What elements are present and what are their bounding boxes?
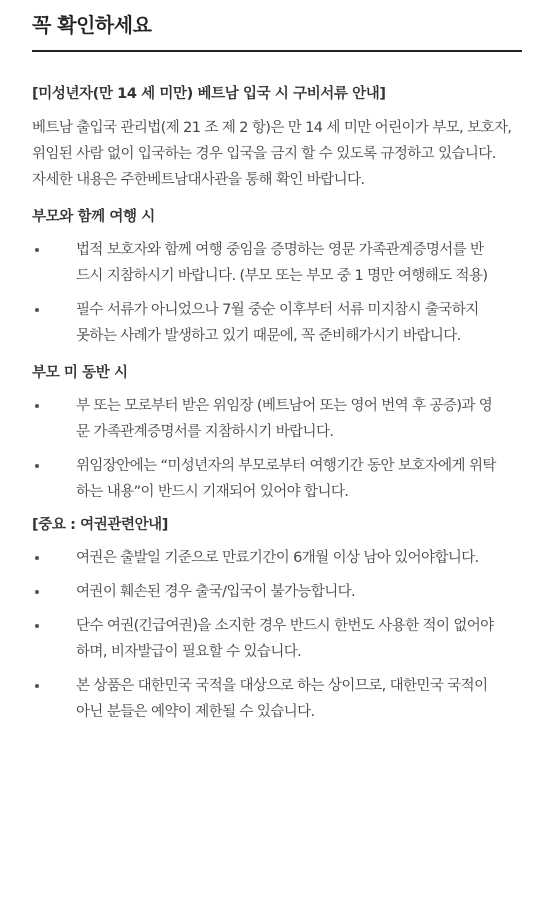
page-title: 꼭 확인하세요 <box>32 13 152 37</box>
list-item-text: 본 상품은 대한민국 국적을 대상으로 하는 상이므로, 대한민국 국적이 아닌 분들은 예약이 제한될 수 있습니다. <box>76 678 488 720</box>
list-item <box>32 613 496 665</box>
list-item <box>32 545 496 571</box>
passport-heading: [중요 : 여권관련안내] <box>32 517 169 533</box>
minor-entry-intro: 베트남 출입국 관리법(제 21 조 제 2 항)은 만 14 세 미만 어린이가 부모, 보호자, 위임된 사람 없이 입국하는 경우 입국을 금지 할 수 있도록 규정하고 있습니다. 자세한 내용은 주한베트남대사관을 통해 확인 바랍니다. <box>32 120 512 188</box>
bullet-icon <box>35 248 39 252</box>
list-item <box>32 673 496 725</box>
bullet-icon <box>35 556 39 560</box>
title-divider <box>32 50 522 52</box>
list-item-text: 여권은 출발일 기준으로 만료기간이 6개월 이상 남아 있어야합니다. <box>76 550 479 566</box>
without-parents-list <box>32 393 521 505</box>
list-item-text: 부 또는 모로부터 받은 위임장 (베트남어 또는 영어 번역 후 공증)과 영문 가족관계증명서를 지참하시기 바랍니다. <box>76 398 493 440</box>
minor-entry-heading: [미성년자(만 14 세 미만) 베트남 입국 시 구비서류 안내] <box>32 86 386 102</box>
bullet-icon <box>35 464 39 468</box>
bullet-icon <box>35 590 39 594</box>
with-parents-heading: 부모와 함께 여행 시 <box>32 209 155 225</box>
list-item <box>32 393 496 445</box>
without-parents-heading: 부모 미 동반 시 <box>32 365 128 381</box>
list-item <box>32 453 496 505</box>
passport-list <box>32 545 521 725</box>
list-item <box>32 579 496 605</box>
list-item <box>32 237 496 289</box>
list-item-text: 필수 서류가 아니었으나 7월 중순 이후부터 서류 미지참시 출국하지 못하는 사례가 발생하고 있기 때문에, 꼭 준비해가시기 바랍니다. <box>76 302 479 344</box>
list-item-text: 위임장안에는 “미성년자의 부모로부터 여행기간 동안 보호자에게 위탁하는 내용”이 반드시 기재되어 있어야 합니다. <box>76 458 496 500</box>
bullet-icon <box>35 624 39 628</box>
bullet-icon <box>35 404 39 408</box>
bullet-icon <box>35 308 39 312</box>
list-item-text: 법적 보호자와 함께 여행 중임을 증명하는 영문 가족관계증명서를 반드시 지참하시기 바랍니다. (부모 또는 부모 중 1 명만 여행해도 적용) <box>76 242 488 284</box>
list-item-text: 단수 여권(긴급여권)을 소지한 경우 반드시 한번도 사용한 적이 없어야 하며, 비자발급이 필요할 수 있습니다. <box>76 618 494 660</box>
list-item-text: 여권이 훼손된 경우 출국/입국이 불가능합니다. <box>76 584 356 600</box>
bullet-icon <box>35 684 39 688</box>
with-parents-list <box>32 237 521 349</box>
list-item <box>32 297 496 349</box>
